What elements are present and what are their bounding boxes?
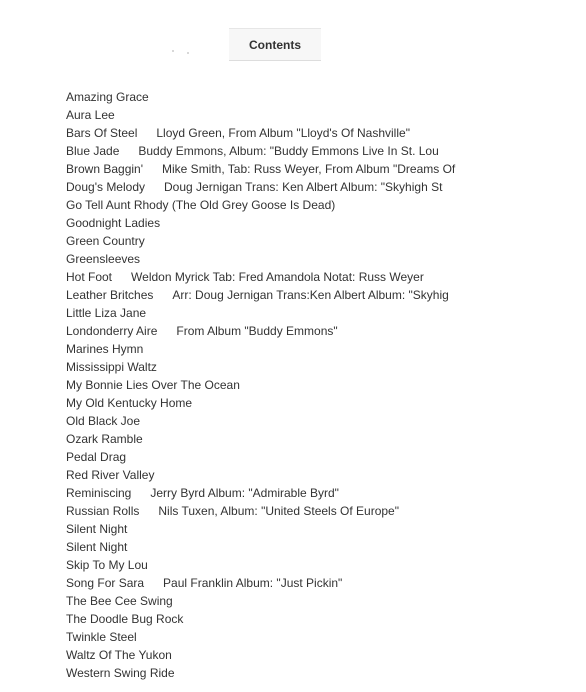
- song-list-item[interactable]: [66, 340, 566, 358]
- decorative-dot: [172, 50, 174, 52]
- song-list-item[interactable]: [66, 268, 566, 286]
- song-list-item[interactable]: [66, 430, 566, 448]
- song-list-item[interactable]: [66, 214, 566, 232]
- song-detail: Jerry Byrd Album: "Admirable Byrd": [150, 486, 339, 500]
- song-title[interactable]: Skip To My Lou: [66, 558, 148, 572]
- song-list-item[interactable]: [66, 142, 566, 160]
- song-list-item[interactable]: [66, 358, 566, 376]
- decorative-dot: [187, 52, 189, 54]
- song-list-item[interactable]: [66, 88, 566, 106]
- song-list-item[interactable]: [66, 538, 566, 556]
- song-list-item[interactable]: [66, 628, 566, 646]
- song-list-item[interactable]: [66, 610, 566, 628]
- song-list-item[interactable]: [66, 646, 566, 664]
- song-title[interactable]: Amazing Grace: [66, 90, 149, 104]
- song-list-item[interactable]: [66, 484, 566, 502]
- song-list-item[interactable]: [66, 250, 566, 268]
- song-title[interactable]: Marines Hymn: [66, 342, 144, 356]
- song-title[interactable]: My Bonnie Lies Over The Ocean: [66, 378, 240, 392]
- song-title[interactable]: Silent Night: [66, 522, 128, 536]
- song-detail: Weldon Myrick Tab: Fred Amandola Notat: Russ Weyer: [131, 270, 424, 284]
- song-title[interactable]: The Bee Cee Swing: [66, 594, 173, 608]
- song-title[interactable]: Waltz Of The Yukon: [66, 648, 172, 662]
- song-title[interactable]: Go Tell Aunt Rhody (The Old Grey Goose Is Dead): [66, 198, 336, 212]
- song-list-item[interactable]: [66, 502, 566, 520]
- song-title[interactable]: Reminiscing: [66, 486, 132, 500]
- song-detail: Paul Franklin Album: "Just Pickin": [163, 576, 343, 590]
- song-list-item[interactable]: [66, 322, 566, 340]
- song-list: [66, 88, 566, 682]
- song-title[interactable]: Twinkle Steel: [66, 630, 137, 644]
- song-list-item[interactable]: [66, 106, 566, 124]
- song-detail: Lloyd Green, From Album "Lloyd's Of Nashville": [156, 126, 410, 140]
- song-list-item[interactable]: [66, 196, 566, 214]
- song-title[interactable]: The Doodle Bug Rock: [66, 612, 184, 626]
- song-title[interactable]: Leather Britches: [66, 288, 154, 302]
- song-title[interactable]: Doug's Melody: [66, 180, 145, 194]
- song-detail: Mike Smith, Tab: Russ Weyer, From Album "Dreams Of: [162, 162, 456, 176]
- song-list-item[interactable]: [66, 124, 566, 142]
- song-list-item[interactable]: [66, 664, 566, 682]
- song-title[interactable]: Western Swing Ride: [66, 666, 175, 680]
- song-title[interactable]: Old Black Joe: [66, 414, 141, 428]
- song-title[interactable]: Bars Of Steel: [66, 126, 138, 140]
- song-detail: From Album "Buddy Emmons": [176, 324, 338, 338]
- song-title[interactable]: Pedal Drag: [66, 450, 127, 464]
- song-detail: Doug Jernigan Trans: Ken Albert Album: "Skyhigh St: [164, 180, 443, 194]
- song-detail: Buddy Emmons, Album: "Buddy Emmons Live In St. Lou: [138, 144, 439, 158]
- song-title[interactable]: Greensleeves: [66, 252, 141, 266]
- song-title[interactable]: My Old Kentucky Home: [66, 396, 193, 410]
- song-title[interactable]: Aura Lee: [66, 108, 115, 122]
- song-title[interactable]: Red River Valley: [66, 468, 155, 482]
- song-title[interactable]: Goodnight Ladies: [66, 216, 161, 230]
- song-title[interactable]: Mississippi Waltz: [66, 360, 157, 374]
- song-title[interactable]: Brown Baggin': [66, 162, 144, 176]
- song-list-item[interactable]: [66, 520, 566, 538]
- song-list-item[interactable]: [66, 556, 566, 574]
- song-detail: Arr: Doug Jernigan Trans:Ken Albert Album: "Skyhig: [172, 288, 449, 302]
- contents-tab[interactable]: Contents: [229, 28, 321, 61]
- song-list-item[interactable]: [66, 466, 566, 484]
- song-list-item[interactable]: [66, 574, 566, 592]
- song-list-item[interactable]: [66, 448, 566, 466]
- song-title[interactable]: Green Country: [66, 234, 145, 248]
- song-list-item[interactable]: [66, 286, 566, 304]
- song-list-item[interactable]: [66, 304, 566, 322]
- song-title[interactable]: Song For Sara: [66, 576, 145, 590]
- song-title[interactable]: Hot Foot: [66, 270, 113, 284]
- song-title[interactable]: Blue Jade: [66, 144, 120, 158]
- song-list-item[interactable]: [66, 232, 566, 250]
- song-list-item[interactable]: [66, 412, 566, 430]
- song-list-item[interactable]: [66, 394, 566, 412]
- song-list-item[interactable]: [66, 160, 566, 178]
- song-detail: Nils Tuxen, Album: "United Steels Of Europe": [158, 504, 399, 518]
- song-title[interactable]: Little Liza Jane: [66, 306, 147, 320]
- song-list-item[interactable]: [66, 178, 566, 196]
- song-list-item[interactable]: [66, 592, 566, 610]
- song-title[interactable]: Ozark Ramble: [66, 432, 143, 446]
- song-title[interactable]: Silent Night: [66, 540, 128, 554]
- song-title[interactable]: Russian Rolls: [66, 504, 140, 518]
- song-title[interactable]: Londonderry Aire: [66, 324, 158, 338]
- song-list-item[interactable]: [66, 376, 566, 394]
